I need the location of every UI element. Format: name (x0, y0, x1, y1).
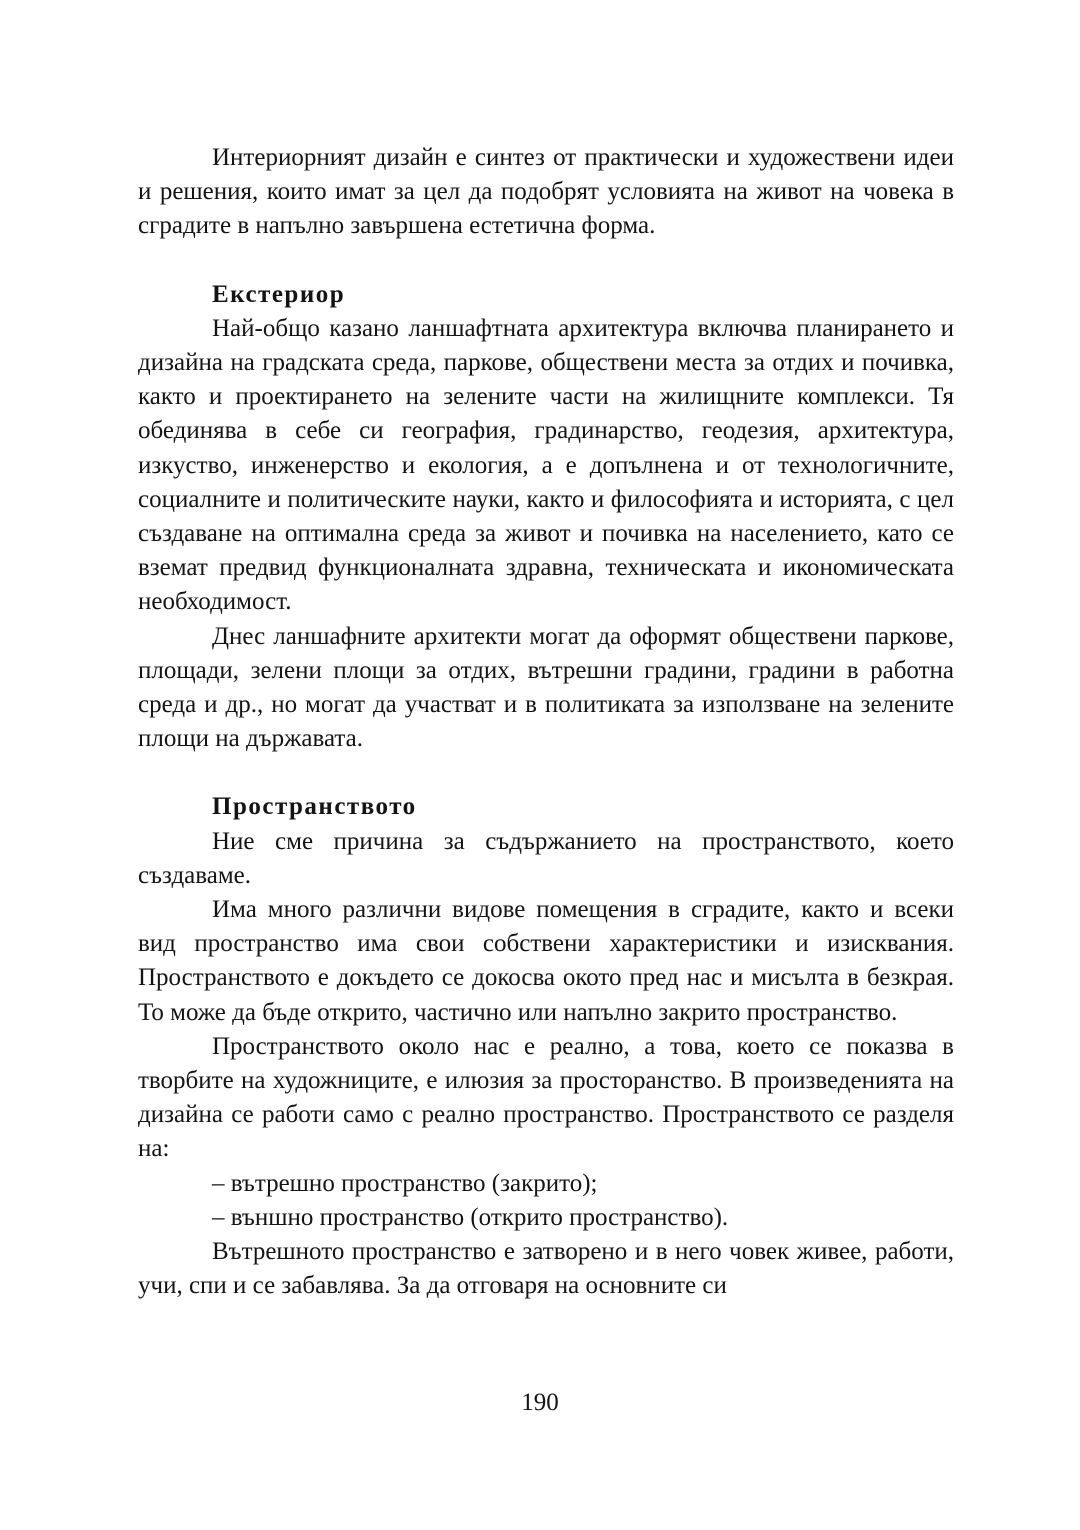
list-item: – външно пространство (открито пространство). (212, 1203, 729, 1231)
paragraph-intro: Интериорният дизайн е синтез от практически и художествени идеи и решения, които имат за цел да подобрят условията на живот на човека в сградите в напълно завършена естетична форма. (138, 144, 954, 240)
paragraph-space-3: Пространството около нас е реално, а това, което се показва в творбите на художниците, е илюзия за просторанство. В произведенията на дизайна се работи само с реално пространство. Пространството се разделя на: (138, 1032, 954, 1163)
list-item: – вътрешно пространство (закрито); (212, 1169, 598, 1197)
paragraph-space-1: Ние сме причина за съдържанието на пространството, което създаваме. (138, 827, 954, 889)
paragraph-exterior-2: Днес ланшафните архитекти могат да оформят обществени паркове, площади, зелени площи за отдих, вътрешни градини, градини в работна среда и др., но могат да участват и в политиката за използване на зелените площи на държавата. (138, 622, 954, 753)
heading-exterior: Екстериор (212, 280, 346, 308)
heading-space: Пространството (212, 793, 417, 821)
page-number: 190 (521, 1389, 559, 1416)
paragraph-space-4: Вътрешното пространство е затворено и в него човек живее, работи, учи, спи и се забавлява. За да отговаря на основните си (138, 1238, 954, 1300)
paragraph-exterior-1: Най-общо казано ланшафтната архитектура включва планирането и дизайна на градската среда, паркове, обществени места за отдих и почивка, както и проектирането на зелените части на жилищните комплекси. Тя обединява в себе си география, градинарство, геодезия, архитектура, изкуство, инженерство и екология, а е допълнена и от технологичните, социалните и политическите науки, както и философията и историята, с цел създаване на оптимална среда за живот и почивка на населението, като се вземат предвид функционалната здравна, техническата и икономическата необходимост. (138, 314, 954, 616)
page-content (138, 141, 954, 1304)
paragraph-space-2: Има много различни видове помещения в сградите, както и всеки вид пространство има свои собствени характеристики и изисквания. Пространството е докъдето се докосва окото пред нас и мисълта в безкрая. То може да бъде открито, частично или напълно закрито пространство. (138, 896, 954, 1026)
